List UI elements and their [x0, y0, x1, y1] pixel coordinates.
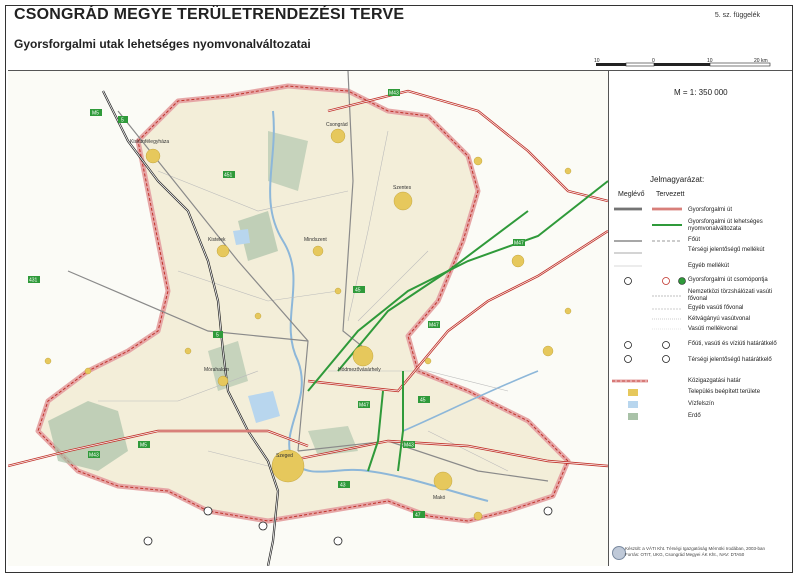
road-shield-label: 431: [29, 277, 38, 284]
appendix-label: 5. sz. függelék: [714, 12, 760, 19]
settlement-hodmezovasarhely: [353, 346, 373, 366]
road-shield-label: 5: [216, 332, 219, 339]
scale-label: 20 km: [754, 58, 768, 64]
scale-segment: [626, 63, 654, 66]
settlement: [185, 348, 191, 354]
settlement: [474, 512, 482, 520]
road-shield-label: 451: [224, 172, 233, 179]
settlement: [565, 168, 571, 174]
settlement: [565, 308, 571, 314]
town-label: Mindszent: [304, 237, 327, 243]
junction-existing-icon: [625, 278, 632, 285]
legend-col-planned: Tervezett: [656, 191, 685, 198]
settlement: [45, 358, 51, 364]
settlement: [85, 368, 91, 374]
legend-item-border-crossing-main: Főúti, vasúti és víziúti határátkelő: [688, 341, 777, 347]
settlement: [543, 346, 553, 356]
legend-item-railway-main: Egyéb vasúti fővonal: [688, 305, 744, 311]
settlement-mako: [434, 472, 452, 490]
town-label: Kistelek: [208, 237, 226, 243]
legend-item-junction: Gyorsforgalmi út csomópontja: [688, 277, 768, 283]
border-crossing-icon: [259, 522, 267, 530]
legend-col-existing: Meglévő: [618, 191, 645, 198]
town-label: Szentes: [393, 185, 412, 191]
road-shield-label: 47: [415, 512, 421, 519]
legend-item-railway-double: Kétvágányú vasútvonal: [688, 316, 751, 322]
legend-title: Jelmagyarázat:: [650, 175, 705, 184]
town-label: Szeged: [276, 453, 293, 459]
settlement-csongrad: [331, 129, 345, 143]
page-subtitle: Gyorsforgalmi utak lehetséges nyomvonalváltozatai: [14, 37, 311, 51]
page-title: CSONGRÁD MEGYE TERÜLETRENDEZÉSI TERVE: [14, 6, 405, 23]
road-shield-label: M47: [514, 240, 524, 247]
legend-item-railway-international: Nemzetközi törzshálózati vasúti fővonal: [688, 289, 773, 302]
legend-item-minor-road: Egyéb mellékút: [688, 263, 730, 269]
junction-variant-icon: [679, 278, 686, 285]
legend-panel: [608, 70, 792, 566]
lake-water: [233, 229, 250, 245]
town-label: Mórahalom: [204, 367, 230, 373]
border-crossing-icon: [144, 537, 152, 545]
legend-symbols: [608, 201, 688, 491]
scale-segment: [654, 63, 710, 66]
road-shield-label: M5: [140, 442, 147, 449]
border-crossing-icon: [204, 507, 212, 515]
settlement-mindszent: [313, 246, 323, 256]
map-area[interactable]: [8, 70, 609, 566]
footer-line: Készült: a VÁTI Kht. Térségi Igazgatóság Mérnöki Irodában, 2003-ban: [625, 546, 765, 551]
border-crossing-regional-icon: [625, 356, 632, 363]
scale-segment: [596, 63, 626, 66]
vati-logo: [612, 546, 626, 560]
settlement-kistelek: [217, 245, 229, 257]
town-label: Kiskunfélegyháza: [130, 139, 170, 145]
border-crossing-icon: [334, 537, 342, 545]
legend-item-admin-border: Közigazgatási határ: [688, 378, 741, 384]
settlement: [335, 288, 341, 294]
road-shield-label: M43: [389, 90, 399, 97]
legend-item-main-road: Főút: [688, 237, 701, 243]
legend-item-border-crossing-regional: Térségi jelentőségű határátkelő: [688, 357, 772, 363]
town-label: Hódmezővásárhely: [338, 367, 381, 373]
road-shield-label: M47: [429, 322, 439, 329]
settlement: [474, 157, 482, 165]
settlement: [255, 313, 261, 319]
legend-item-motorway: Gyorsforgalmi út: [688, 207, 733, 213]
footer-credits: [625, 546, 785, 558]
scale-label: 0: [652, 58, 655, 64]
town-label: Makó: [433, 495, 446, 501]
border-crossing-main-planned-icon: [663, 342, 670, 349]
road-shield-label: M5: [92, 110, 99, 117]
settlement: [425, 358, 431, 364]
border-crossing-icon: [544, 507, 552, 515]
junction-planned-icon: [663, 278, 670, 285]
border-crossing-main-icon: [625, 342, 632, 349]
road-shield-label: 43: [340, 482, 346, 489]
legend-item-railway-branch: Vasúti mellékvonal: [688, 326, 738, 332]
road-shield-label: 45: [420, 397, 426, 404]
footer-line: Forrás: OTrT, UKG, Csongrád Megyei ÁK Kht., NAV: DTA50: [625, 552, 745, 557]
road-shield-label: M47: [359, 402, 369, 409]
scale-label: 10: [707, 58, 713, 64]
settlement-szentes: [394, 192, 412, 210]
road-shield-label: 5: [121, 117, 124, 124]
legend-settlement-swatch: [628, 389, 638, 396]
legend-item-forest: Erdő: [688, 413, 701, 419]
legend-item-regional-road: Térségi jelentőségű mellékút: [688, 247, 765, 253]
road-shield-label: 45: [355, 287, 361, 294]
road-shield-label: M43: [404, 442, 414, 449]
border-crossing-regional-planned-icon: [663, 356, 670, 363]
road-shield-label: M43: [89, 452, 99, 459]
legend-item-settlement: Település beépített területe: [688, 389, 761, 395]
settlement-kiskunfelegyhaza: [146, 149, 160, 163]
legend-item-water: Vízfelszín: [688, 401, 715, 407]
legend-water-swatch: [628, 401, 638, 408]
map-scale: M = 1: 350 000: [674, 88, 728, 97]
town-label: Csongrád: [326, 122, 348, 128]
scale-label: 10: [594, 58, 600, 64]
legend-item-motorway-variant: Gyorsforgalmi út lehetséges nyomvonalváltozata: [688, 219, 763, 232]
settlement: [512, 255, 524, 267]
settlement-morahalom: [218, 376, 228, 386]
legend-forest-swatch: [628, 413, 638, 420]
county-map[interactable]: [8, 71, 608, 566]
